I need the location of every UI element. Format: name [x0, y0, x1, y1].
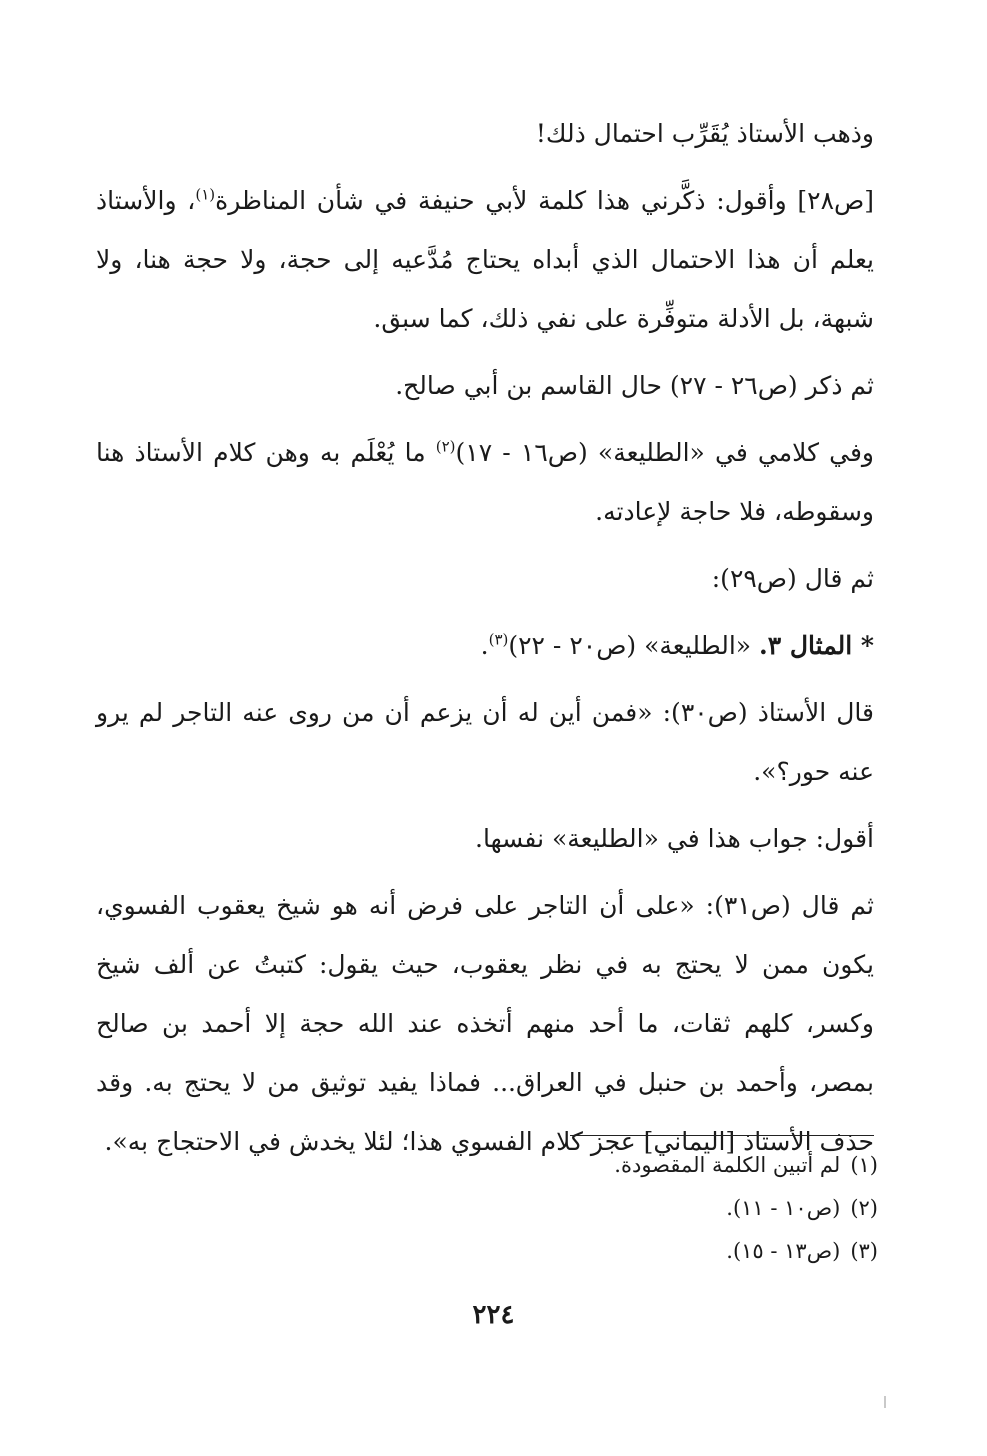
footnote-divider	[570, 1135, 874, 1136]
paragraph-text: ثم قال (ص٣١): «على أن التاجر على فرض أنه هو شيخ يعقوب الفسوي، يكون ممن لا يحتج به في نظر يعقوب، حيث يقول: كتبتُ عن ألف شيخ وكسر، كلهم ثقات، ما أحد منهم أتخذه عند الله حجة إلا أحمد بن صالح بمصر، وأحمد بن حنبل في العراق... فماذا يفيد توثيق من لا يحتج به. وقد حذف الأستاذ [اليماني] عجز كلام الفسوي هذا؛ لئلا يخدش في الاحتجاج به».	[96, 891, 874, 1156]
page-number: ٢٢٤	[472, 1300, 515, 1330]
paragraph-1	[96, 104, 874, 163]
footnote-3	[300, 1230, 878, 1273]
paragraph-5	[96, 549, 874, 608]
paragraph-text: قال الأستاذ (ص٣٠): «فمن أين له أن يزعم أن من روى عنه التاجر لم يرو عنه حور؟».	[96, 698, 874, 786]
footnote-ref-3[interactable]: (٣)	[488, 630, 509, 649]
paragraph-7	[96, 683, 874, 801]
paragraph-text: وذهب الأستاذ يُقَرِّب احتمال ذلك!	[535, 119, 874, 148]
paragraph-text: وفي كلامي في «الطليعة» (ص١٦ - ١٧)	[455, 438, 874, 467]
footnote-ref-2[interactable]: (٢)	[435, 437, 456, 456]
paragraph-text: أقول: جواب هذا في «الطليعة» نفسها.	[475, 824, 874, 853]
footnote-ref-1[interactable]: (١)	[195, 185, 216, 204]
paragraph-6	[96, 616, 874, 675]
paragraph-text: «الطليعة» (ص٢٠ - ٢٢)	[508, 631, 760, 660]
paragraph-text: ، والأستاذ يعلم أن هذا الاحتمال الذي أبداه يحتاج مُدَّعيه إلى حجة، ولا حجة هنا، ولا شبهة، بل الأدلة متوفِّرة على نفي ذلك، كما سبق.	[96, 186, 874, 333]
paragraph-text: ثم ذكر (ص٢٦ - ٢٧) حال القاسم بن أبي صالح.	[395, 371, 874, 400]
footnote-2	[300, 1187, 878, 1230]
paragraph-8	[96, 809, 874, 868]
paragraph-2	[96, 171, 874, 348]
footnote-1	[300, 1144, 878, 1187]
paragraph-4	[96, 423, 874, 541]
main-text	[96, 104, 874, 1179]
paragraph-9	[96, 876, 874, 1171]
footnote-text: (ص١٣ - ١٥).	[726, 1239, 841, 1263]
paragraph-text: ما يُعْلَم به وهن كلام الأستاذ هنا وسقوطه، فلا حاجة لإعادته.	[96, 438, 874, 526]
footnote-text: (ص١٠ - ١١).	[726, 1196, 841, 1220]
paragraph-3	[96, 356, 874, 415]
paragraph-text: ثم قال (ص٢٩):	[711, 564, 874, 593]
paragraph-text: .	[480, 631, 489, 660]
footnote-number: (٢)	[850, 1196, 878, 1220]
paragraph-text: [ص٢٨] وأقول: ذكَّرني هذا كلمة لأبي حنيفة في شأن المناظرة	[215, 186, 874, 215]
example-heading: * المثال ٣.	[759, 631, 874, 660]
footnote-number: (١)	[850, 1153, 878, 1177]
footnotes	[300, 1144, 878, 1273]
scan-artifact	[884, 1396, 886, 1408]
footnote-text: لم أتبين الكلمة المقصودة.	[614, 1153, 841, 1177]
footnote-number: (٣)	[850, 1239, 878, 1263]
